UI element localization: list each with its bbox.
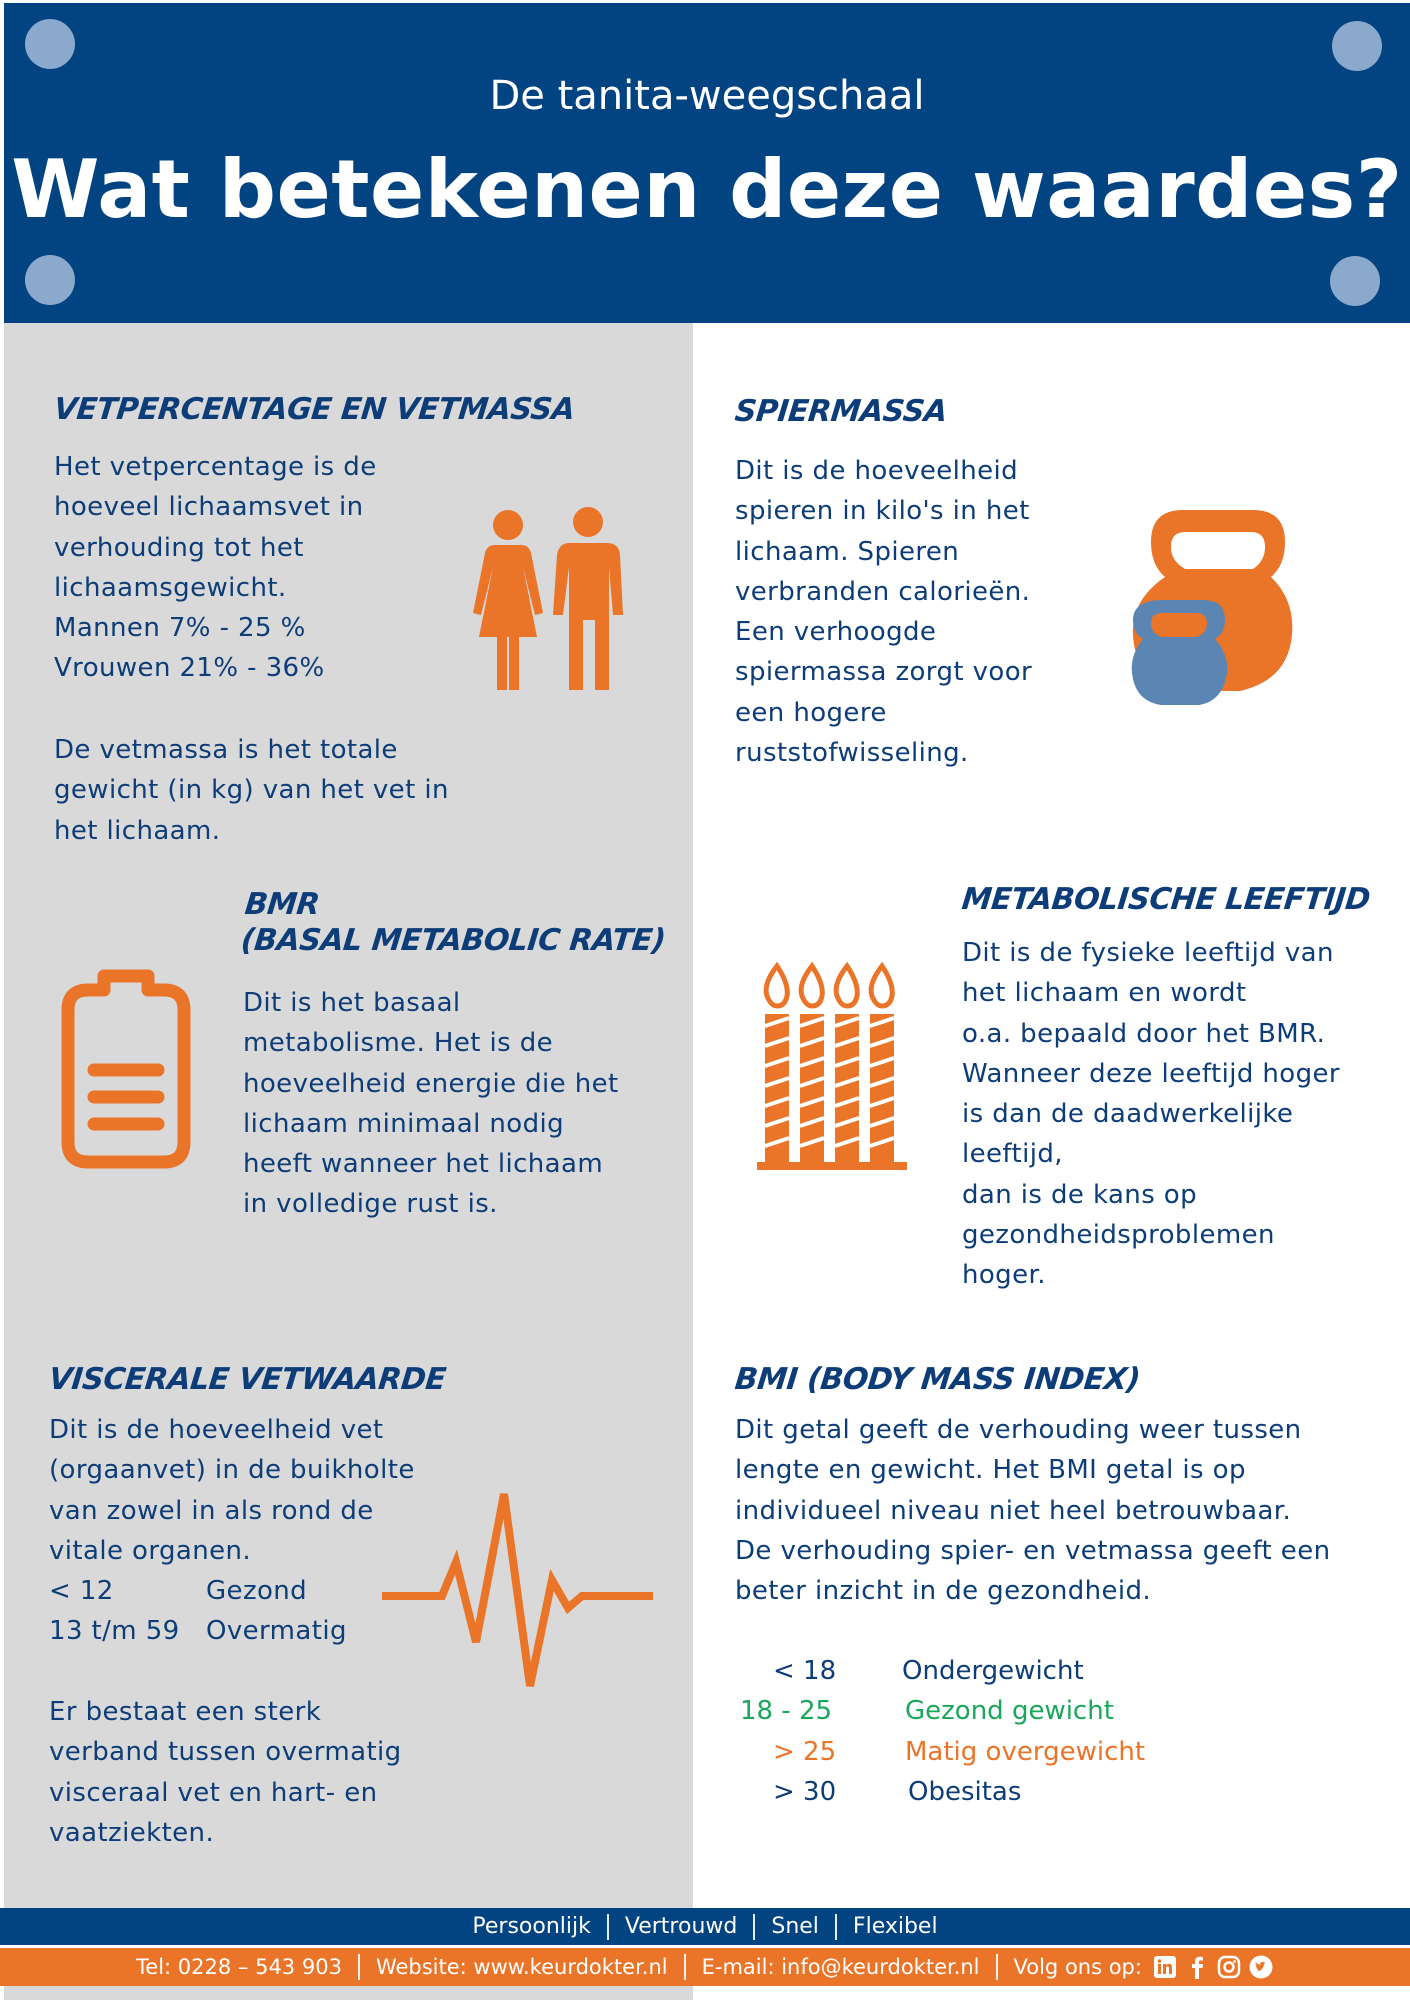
instagram-icon[interactable] — [1216, 1954, 1242, 1980]
divider — [684, 1954, 686, 1980]
text-line: is dan de daadwerkelijke — [962, 1099, 1294, 1130]
battery-icon — [60, 968, 192, 1170]
corner-dot-top-right — [1332, 21, 1382, 71]
text-line: spieren in kilo's in het — [735, 496, 1030, 527]
bmi-range: 18 - 25 — [740, 1696, 833, 1727]
candles-icon — [755, 962, 910, 1174]
text-line: verbranden calorieën. — [735, 576, 1031, 607]
text-line: spiermassa zorgt voor — [735, 657, 1033, 688]
bmi-heading: BMI (BODY MASS INDEX) — [733, 1362, 1142, 1397]
text-line: het lichaam en wordt — [962, 978, 1247, 1009]
text-line: Een verhoogde — [735, 617, 937, 648]
values-bar — [0, 1908, 1410, 1945]
visc-label: Overmatig — [206, 1616, 347, 1647]
text-line: individueel niveau niet heel betrouwbaar. — [735, 1495, 1292, 1526]
value-item: Persoonlijk — [472, 1914, 591, 1939]
contact-bar — [0, 1948, 1410, 1986]
meta-heading: METABOLISCHE LEEFTIJD — [960, 882, 1372, 917]
text-line: beter inzicht in de gezondheid. — [735, 1576, 1152, 1607]
bmi-row — [740, 1732, 1145, 1772]
text-line: Dit getal geeft de verhouding weer tussen — [735, 1415, 1302, 1445]
text-line: Wanneer deze leeftijd hoger — [962, 1058, 1340, 1089]
text-line: van zowel in als rond de — [49, 1495, 374, 1526]
text-line: ruststofwisseling. — [735, 738, 969, 769]
bmr-text — [243, 983, 619, 1225]
bmr-heading — [239, 887, 671, 959]
text-line: verband tussen overmatig — [49, 1737, 402, 1768]
bmi-row — [740, 1772, 1145, 1812]
text-line: Er bestaat een sterk — [49, 1697, 322, 1727]
text-line: vaatziekten. — [49, 1817, 215, 1848]
visc-heading: VISCERALE VETWAARDE — [47, 1362, 448, 1397]
contact-email[interactable]: E-mail: info@keurdokter.nl — [701, 1955, 980, 1979]
text-line: Mannen 7% - 25 % — [54, 613, 306, 644]
text-line: hoeveelheid energie die het — [243, 1068, 619, 1099]
value-item: Snel — [771, 1914, 819, 1939]
text-line: metabolisme. Het is de — [243, 1028, 554, 1059]
text-line: lichaam minimaal nodig — [243, 1108, 565, 1139]
divider — [607, 1914, 609, 1940]
bmi-row — [740, 1691, 1145, 1731]
meta-text — [962, 933, 1340, 1296]
spier-heading: SPIERMASSA — [733, 394, 949, 429]
contact-website[interactable]: Website: www.keurdokter.nl — [375, 1955, 668, 1979]
visc-table — [49, 1571, 347, 1652]
bmi-range: > 25 — [773, 1736, 837, 1767]
text-line: het lichaam. — [54, 815, 221, 846]
text-line: Dit is de hoeveelheid vet — [49, 1415, 384, 1445]
text-line: dan is de kans op — [962, 1179, 1198, 1210]
follow-label: Volg ons op: — [1013, 1955, 1142, 1979]
bmi-label: Gezond gewicht — [905, 1696, 1114, 1727]
facebook-icon[interactable] — [1184, 1954, 1210, 1980]
bmi-text — [735, 1410, 1330, 1611]
text-line: lengte en gewicht. Het BMI getal is op — [735, 1455, 1246, 1486]
divider — [835, 1914, 837, 1940]
text-line: De vetmassa is het totale — [54, 735, 398, 765]
visc-text2 — [49, 1692, 402, 1853]
value-item: Flexibel — [852, 1914, 938, 1939]
contact-phone[interactable]: Tel: 0228 – 543 903 — [136, 1955, 342, 1979]
bmi-label: Obesitas — [908, 1776, 1022, 1807]
text-line: Dit is het basaal — [243, 988, 461, 1018]
value-item: Vertrouwd — [624, 1914, 738, 1939]
couple-icon — [465, 505, 625, 695]
text-line: Het vetpercentage is de — [54, 452, 377, 482]
bmi-range: < 18 — [773, 1656, 837, 1686]
text-line: Vrouwen 21% - 36% — [54, 653, 325, 684]
text-line: een hogere — [735, 697, 887, 728]
vetmassa-text — [54, 730, 449, 851]
text-line: in volledige rust is. — [243, 1189, 498, 1220]
bmr-heading-line2: (BASAL METABOLIC RATE) — [239, 923, 668, 958]
corner-dot-top-left — [25, 19, 75, 69]
bottom-gray-strip — [4, 1986, 693, 2000]
visc-row — [49, 1571, 347, 1611]
heartbeat-icon — [380, 1490, 655, 1690]
text-line: visceraal vet en hart- en — [49, 1777, 378, 1808]
bmi-label: Ondergewicht — [902, 1656, 1084, 1686]
corner-dot-bottom-right — [1330, 256, 1380, 306]
text-line: o.a. bepaald door het BMR. — [962, 1018, 1326, 1049]
text-line: Dit is de hoeveelheid — [735, 456, 1019, 486]
bmi-range: > 30 — [773, 1776, 837, 1807]
text-line: lichaam. Spieren — [735, 536, 960, 567]
text-line: Dit is de fysieke leeftijd van — [962, 938, 1334, 968]
header-banner — [4, 3, 1410, 323]
corner-dot-bottom-left — [25, 255, 75, 305]
linkedin-icon[interactable] — [1152, 1954, 1178, 1980]
bmr-heading-line1: BMR — [243, 887, 322, 922]
divider — [996, 1954, 998, 1980]
page-title: Wat betekenen deze waardes? — [11, 143, 1403, 236]
vet-heading: VETPERCENTAGE EN VETMASSA — [52, 392, 577, 427]
text-line: De verhouding spier- en vetmassa geeft een — [735, 1535, 1331, 1566]
text-line: gezondheidsproblemen — [962, 1220, 1275, 1251]
twitter-icon[interactable] — [1248, 1954, 1274, 1980]
page-subtitle: De tanita-weegschaal — [489, 73, 925, 119]
vet-text — [54, 447, 377, 689]
visc-range: 13 t/m 59 — [49, 1616, 180, 1647]
text-line: vitale organen. — [49, 1535, 252, 1566]
visc-text — [49, 1410, 415, 1571]
text-line: leeftijd, — [962, 1139, 1063, 1170]
text-line: (orgaanvet) in de buikholte — [49, 1455, 415, 1486]
spier-text — [735, 451, 1032, 773]
bmi-row — [740, 1651, 1145, 1691]
divider — [753, 1914, 755, 1940]
visc-range: < 12 — [49, 1576, 114, 1606]
text-line: heeft wanneer het lichaam — [243, 1149, 604, 1180]
divider — [358, 1954, 360, 1980]
text-line: hoger. — [962, 1260, 1046, 1291]
kettlebell-icon — [1125, 505, 1300, 705]
text-line: lichaamsgewicht. — [54, 572, 287, 603]
bmi-table — [740, 1651, 1145, 1812]
visc-label: Gezond — [206, 1576, 308, 1606]
text-line: gewicht (in kg) van het vet in — [54, 775, 449, 806]
visc-row — [49, 1611, 347, 1651]
text-line: verhouding tot het — [54, 532, 304, 563]
text-line: hoeveel lichaamsvet in — [54, 492, 364, 523]
bmi-label: Matig overgewicht — [905, 1736, 1146, 1767]
